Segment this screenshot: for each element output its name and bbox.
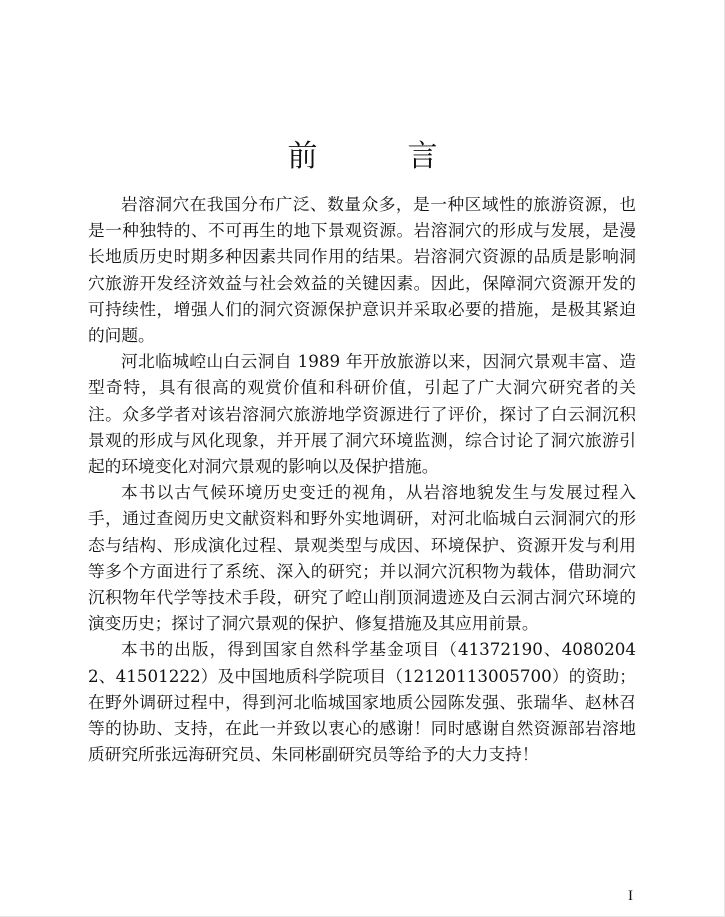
paragraph-intro-karst-caves: 岩溶洞穴在我国分布广泛、数量众多，是一种区域性的旅游资源，也是一种独特的、不可再生的地下景观资源。岩溶洞穴的形成与发展，是漫长地质历史时期多种因素共同作用的结果。岩溶洞穴资源的品质是影响洞穴旅游开发经济效益与社会效益的关键因素。因此，保障洞穴资源开发的可持续性，增强人们的洞穴资源保护意识并采取必要的措施，是极其紧迫的问题。 [88, 194, 636, 346]
page-title: 前 言 [287, 139, 468, 175]
paragraph-baiyun-cave-background: 河北临城崆山白云洞自 1989 年开放旅游以来，因洞穴景观丰富、造型奇特，具有很高的观赏价值和科研价值，引起了广大洞穴研究者的关注。众多学者对该岩溶洞穴旅游地学资源进行了评价，探讨了白云洞沉积景观的形成与风化现象，并开展了洞穴环境监测，综合讨论了洞穴旅游引起的环境变化对洞穴景观的影响以及保护措施。 [88, 351, 636, 477]
preface-body [88, 191, 636, 767]
paragraph-acknowledgements: 本书的出版，得到国家自然科学基金项目（41372190、40802042、41501222）及中国地质科学院项目（12120113005700）的资助；在野外调研过程中，得到河北临城国家地质公园陈发强、张瑞华、赵林召等的协助、支持，在此一并致以衷心的感谢！同时感谢自然资源部岩溶地质研究所张远海研究员、朱同彬副研究员等给予的大力支持！ [88, 639, 636, 765]
page-number: I [628, 888, 633, 904]
paragraph-book-content: 本书以古气候环境历史变迁的视角，从岩溶地貌发生与发展过程入手，通过查阅历史文献资料和野外实地调研，对河北临城白云洞洞穴的形态与结构、形成演化过程、景观类型与成因、环境保护、资源开发与利用等多个方面进行了系统、深入的研究；并以洞穴沉积物为载体，借助洞穴沉积物年代学等技术手段，研究了崆山削顶洞遗迹及白云洞古洞穴环境的演变历史；探讨了洞穴景观的保护、修复措施及其应用前景。 [88, 482, 636, 634]
